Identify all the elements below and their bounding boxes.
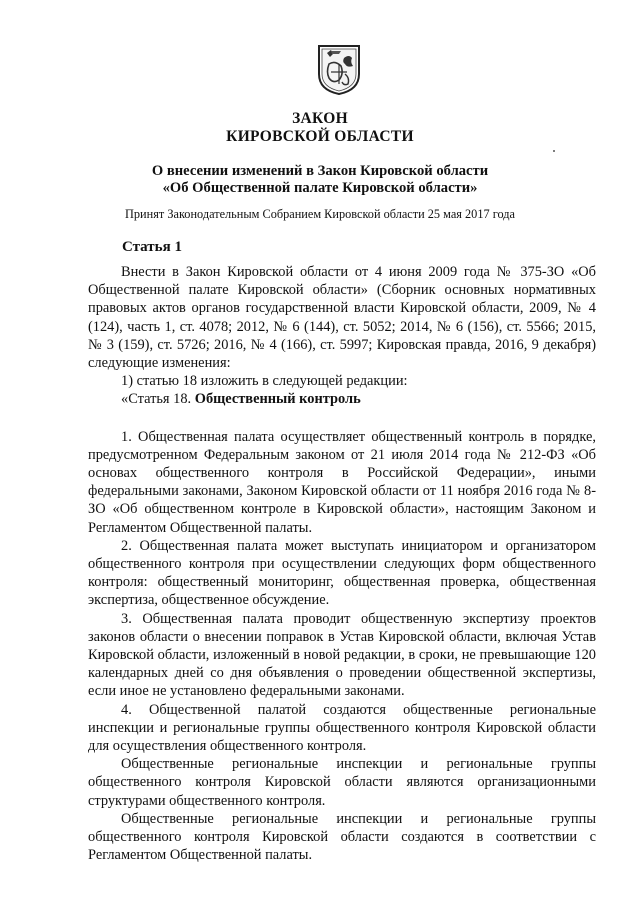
paragraph-4: 4. Общественной палатой создаются общественные региональные инспекции и региональные группы общественного контроля Кировской области для осуществления общественного контроля. (88, 701, 596, 755)
paragraph-6: Общественные региональные инспекции и региональные группы общественного контроля Кировской области создаются в соответствии с Регламентом Общественной палаты. (88, 810, 596, 864)
scan-speck (553, 150, 555, 152)
paragraph-5: Общественные региональные инспекции и региональные группы общественного контроля Кировской области являются организационными структурами общественного контроля. (88, 756, 596, 809)
paragraph-2: 2. Общественная палата может выступать инициатором и организатором общественного контроля при осуществлении следующих форм общественного контроля: общественный мониторинг, общественная проверка, общественная экспертиза, общественное обсуждение. (88, 537, 596, 609)
adoption-note: Принят Законодательным Собранием Кировской области 25 мая 2017 года (125, 207, 515, 221)
spacer (88, 409, 596, 428)
law-title-line-2: КИРОВСКОЙ ОБЛАСТИ (226, 128, 414, 145)
law-subtitle-line-1: О внесении изменений в Закон Кировской области (151, 163, 489, 179)
article-18-title: Общественный контроль (194, 391, 361, 408)
article-18-prefix: «Статья 18. (121, 391, 195, 408)
paragraph-1: 1. Общественная палата осуществляет общественный контроль в порядке, предусмотренном Федеральным законом от 21 июля 2014 года № 212-ФЗ «Об основах общественного контроля в Российской Федерации», иными федеральными законами, Законом Кировской области от 11 ноября 2016 года № 8-ЗО «Об общественном контроле в Кировской области», настоящим Законом и Регламентом Общественной палаты. (88, 428, 596, 536)
intro-paragraph: Внести в Закон Кировской области от 4 июня 2009 года № 375-ЗО «Об Общественной палате Кировской области» (Сборник основных нормативных правовых актов органов государственной власти Кировской области, 2009, № 4 (124), часть 1, ст. 4078; 2012, № 6 (144), ст. 5052; 2014, № 6 (156), ст. 5566; 2015, № 3 (159), ст. 5726; 2016, № 4 (166), ст. 5997; Кировская правда, 2016, 9 декабря) следующие изменения: (88, 264, 596, 372)
paragraph-3: 3. Общественная палата проводит общественную экспертизу проектов законов области о внесении поправок в Устав Кировской области, включая Устав Кировской области, изложенный в новой редакции, в сроки, не превышающие 120 календарных дней со дня объявления о проведении общественной экспертизы, если иное не установлено федеральными законами. (88, 610, 596, 700)
article-18-heading (88, 390, 596, 408)
law-body (88, 263, 596, 865)
article-heading: Статья 1 (122, 239, 182, 255)
law-subtitle-line-2: «Об Общественной палате Кировской области» (162, 180, 478, 196)
amendment-line: 1) статью 18 изложить в следующей редакции: (121, 373, 408, 390)
coat-of-arms-icon (317, 44, 361, 96)
law-title-line-1: ЗАКОН (292, 110, 348, 127)
